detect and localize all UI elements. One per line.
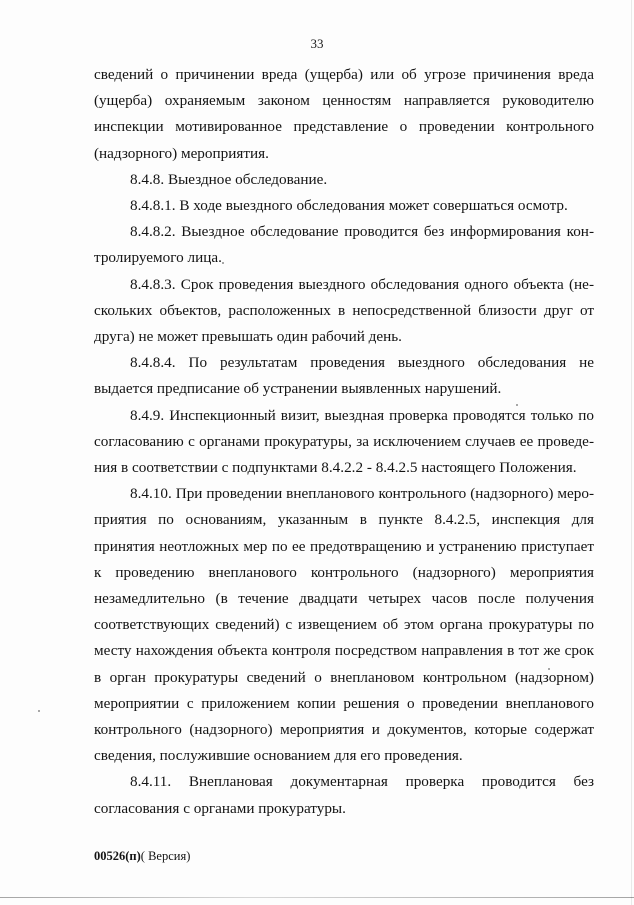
- paragraph: 8.4.9. Инспекционный визит, выездная проверка проводятся только по согласованию с органами прокуратуры, за исключением случаев ее проведения в соответствии с подпунктами 8.4.2.2 - 8.4.2.5 настоящего Положения.: [94, 406, 594, 477]
- paragraph: сведений о причинении вреда (ущерба) или об угрозе причинения вреда (ущерба) охраняемым законом ценностям направляется руководителю инспекции мотивированное представление о проведении контрольного (надзорного) мероприятия.: [94, 66, 594, 162]
- paragraph: 8.4.8.4. По результатам проведения выездного обследования не выдается предписание об устранении выявленных нарушений.: [94, 354, 594, 398]
- scan-edge-line: [0, 897, 634, 898]
- page-number: 33: [310, 36, 324, 51]
- paragraph: 8.4.10. При проведении внепланового контрольного (надзорного) мероприятия по основаниям, указанным в пункте 8.4.2.5, инспекция для принятия неотложных мер по ее предотвращению и устранению приступает к проведению внепланового контрольного (надзорного) мероприятия незамедлительно (в течение двадцати четырех часов после получения соответствующих сведений) с извещением об этом органа прокуратуры по месту нахождения объекта контроля посредством направления в тот же срок в орган прокуратуры сведений о внеплановом контрольном (надзорном) мероприятии с приложением копии решения о проведении внепланового контрольного (надзорного) мероприятия и документов, которые содержат сведения, послужившие основанием для его проведения.: [94, 485, 594, 765]
- document-footer: [94, 849, 190, 864]
- document-body: [94, 62, 594, 822]
- scan-speck: [516, 404, 518, 406]
- document-version: ( Версия): [140, 849, 191, 863]
- document-code: 00526(п): [94, 849, 141, 863]
- paragraph: 8.4.11. Внеплановая документарная проверка проводится без согласования с органами прокуратуры.: [94, 773, 594, 817]
- scan-edge-shadow: [631, 0, 632, 905]
- paragraph: 8.4.8.1. В ходе выездного обследования может совершаться осмотр.: [130, 197, 568, 215]
- scan-speck: [258, 520, 260, 522]
- paragraph: 8.4.8. Выездное обследование.: [130, 170, 328, 188]
- paragraph: 8.4.8.3. Срок проведения выездного обследования одного объекта (нескольких объектов, расположенных в непосредственной близости друг от друга) не может превышать один рабочий день.: [94, 275, 594, 346]
- scan-speck: [38, 710, 40, 712]
- scan-speck: [548, 668, 550, 670]
- scan-speck: [222, 262, 224, 264]
- paragraph: 8.4.8.2. Выездное обследование проводится без информирования контролируемого лица.: [94, 223, 594, 267]
